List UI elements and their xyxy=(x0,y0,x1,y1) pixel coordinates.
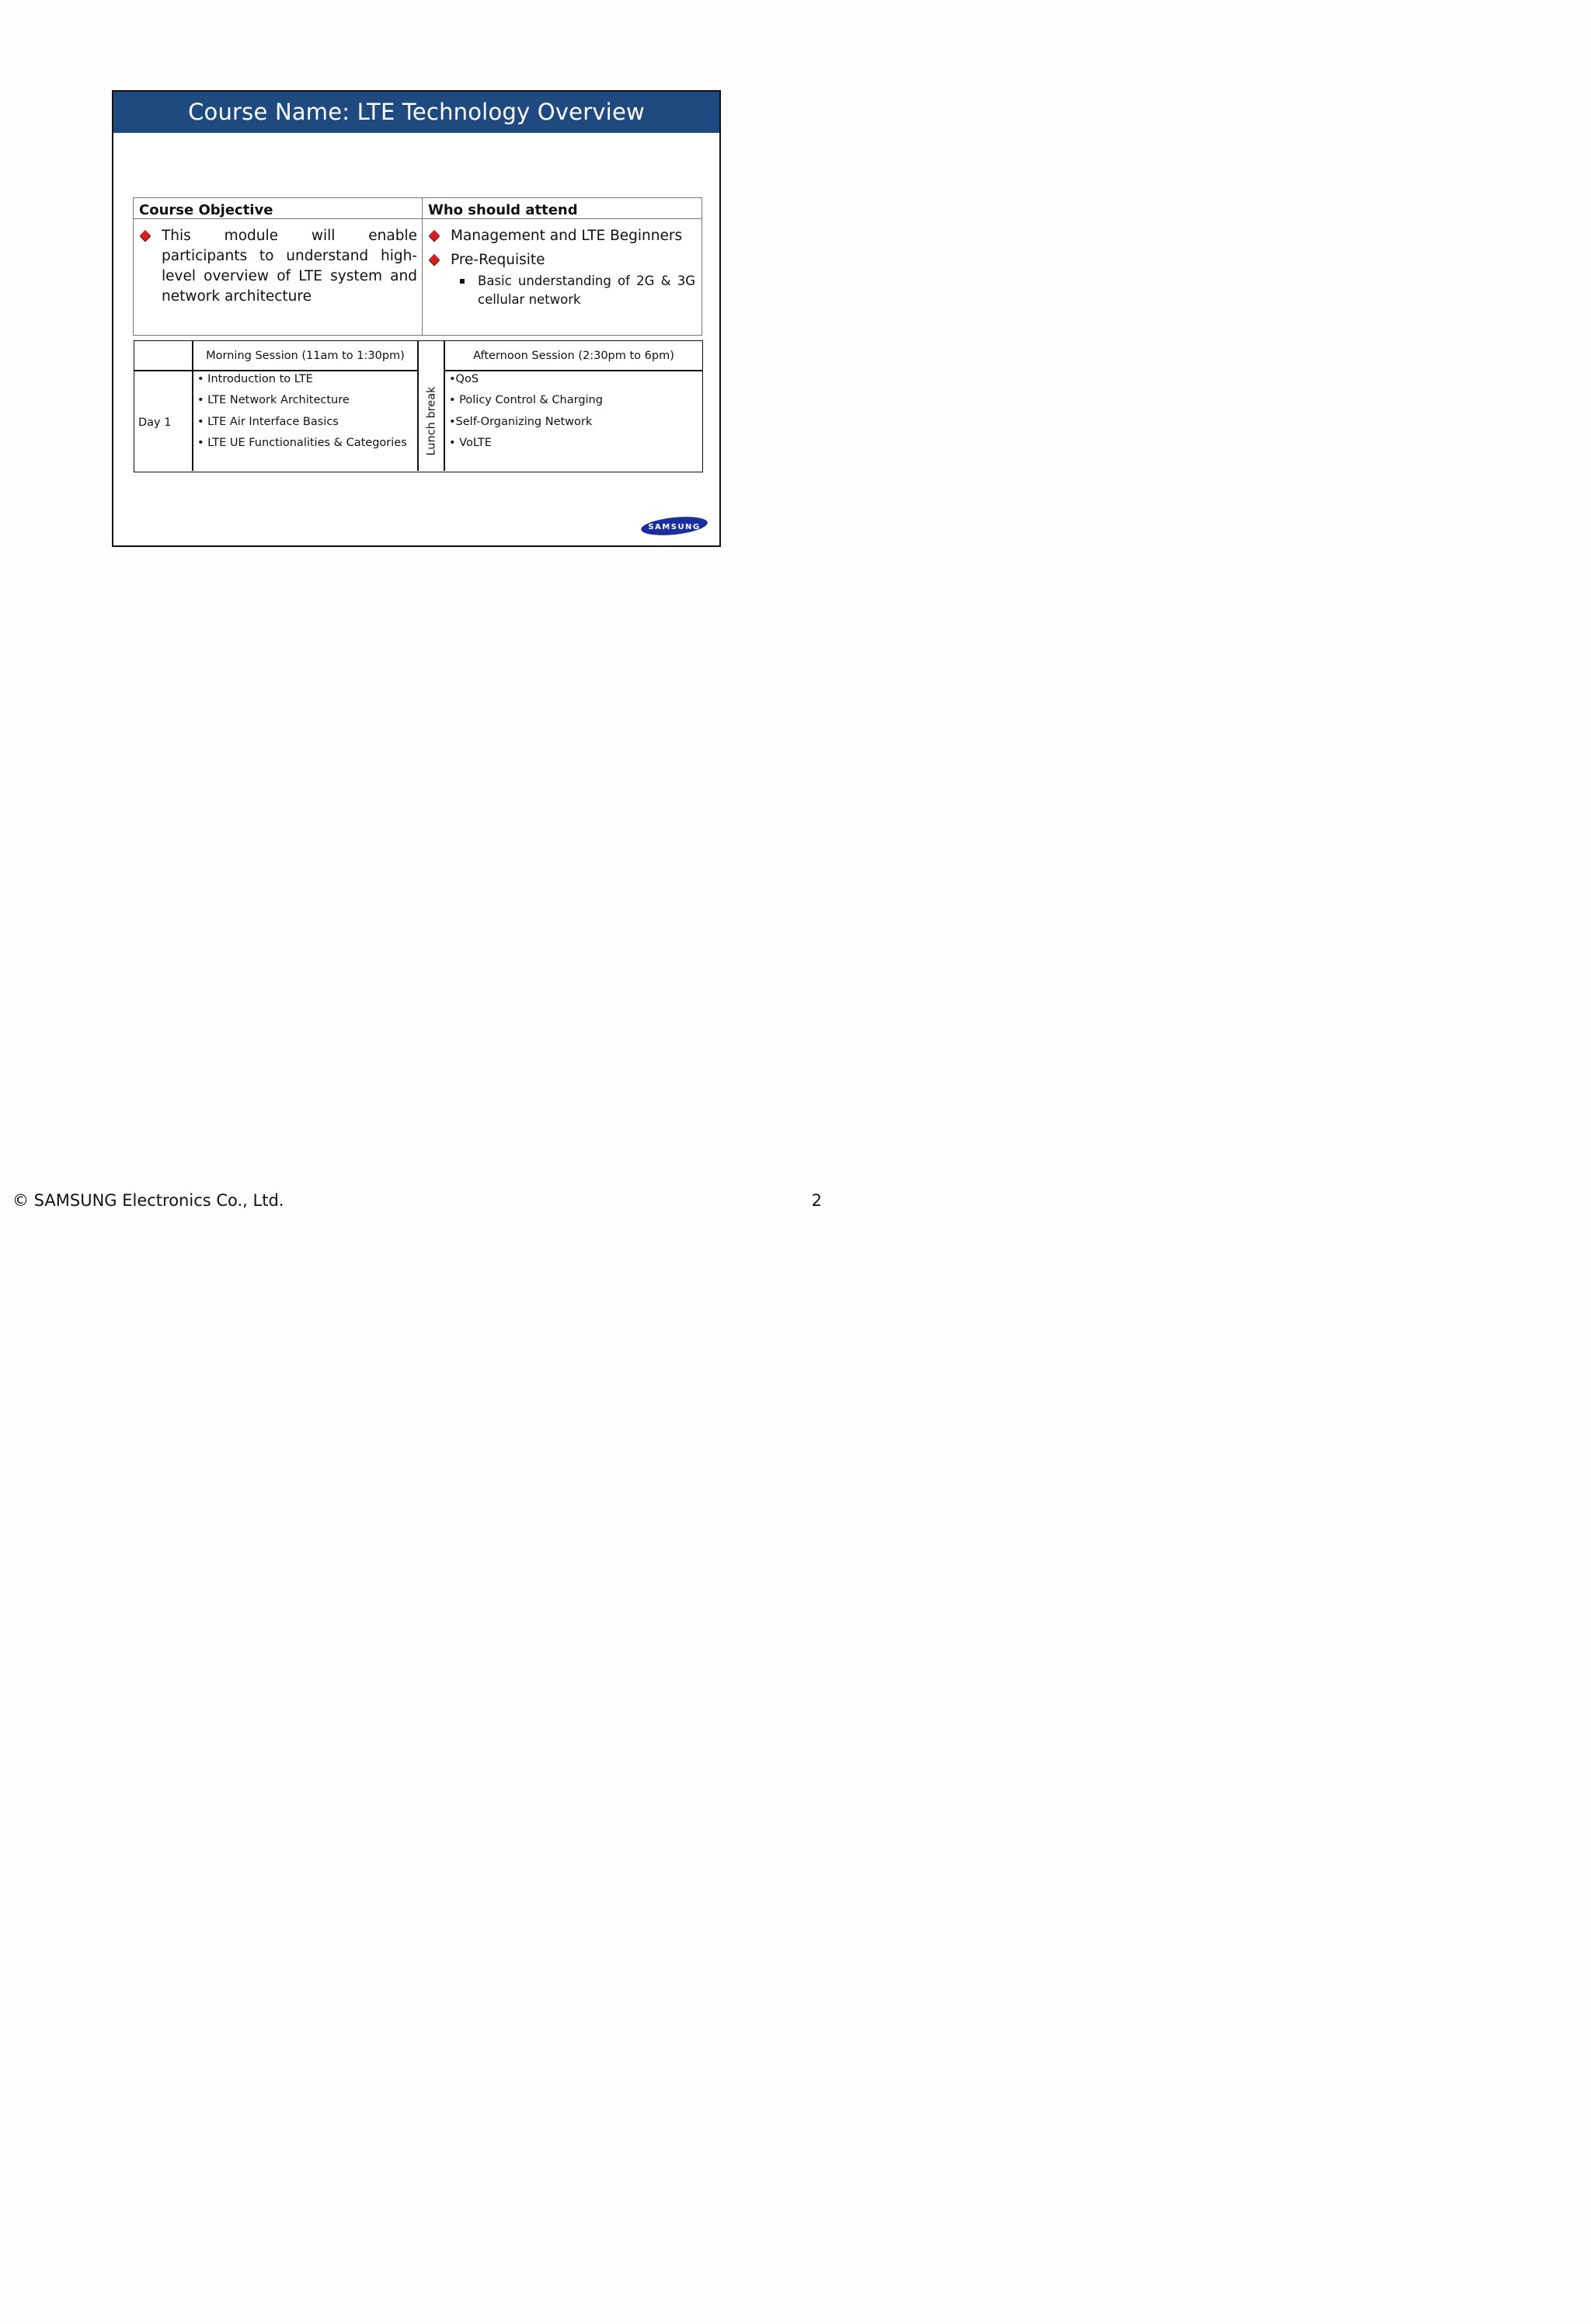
afternoon-topic: •QoS xyxy=(449,373,479,385)
who-should-attend-heading: Who should attend xyxy=(423,198,702,219)
slide xyxy=(112,90,721,547)
afternoon-session-header: Afternoon Session (2:30pm to 6pm) xyxy=(473,350,674,362)
logo-text: SAMSUNG xyxy=(648,523,701,531)
footer-copyright: © SAMSUNG Electronics Co., Ltd. xyxy=(12,1191,284,1210)
page-number: 2 xyxy=(811,1191,822,1210)
course-objective-heading: Course Objective xyxy=(134,198,422,219)
course-objective-column xyxy=(134,198,423,335)
afternoon-topic: • VoLTE xyxy=(449,437,492,449)
red-diamond-bullet-icon xyxy=(429,230,440,241)
morning-topic: • LTE UE Functionalities & Categories xyxy=(197,437,407,449)
afternoon-topic: •Self-Organizing Network xyxy=(449,416,593,428)
attend-item xyxy=(423,226,702,246)
who-should-attend-column xyxy=(423,198,702,335)
morning-session-header: Morning Session (11am to 1:30pm) xyxy=(206,350,405,362)
morning-topic: • LTE Air Interface Basics xyxy=(197,416,339,428)
morning-topic: • Introduction to LTE xyxy=(197,373,313,385)
prerequisite-sub-item xyxy=(423,272,702,309)
red-diamond-bullet-icon xyxy=(140,230,151,241)
objective-bullet xyxy=(134,226,422,307)
attend-item-text: Management and LTE Beginners xyxy=(451,228,683,244)
day-label: Day 1 xyxy=(138,416,172,429)
morning-topic: • LTE Network Architecture xyxy=(197,394,350,406)
prerequisite-text: Basic understanding of 2G & 3G cellular network xyxy=(478,274,695,307)
objective-text: This module will enable participants to understand high-level overview of LTE system and network architecture xyxy=(162,228,417,305)
afternoon-topic: • Policy Control & Charging xyxy=(449,394,603,406)
lunch-break-label: Lunch break xyxy=(426,385,438,456)
slide-title: Course Name: LTE Technology Overview xyxy=(113,92,719,133)
objective-table xyxy=(133,197,702,336)
red-diamond-bullet-icon xyxy=(429,254,440,265)
attend-item xyxy=(423,250,702,270)
square-bullet-icon xyxy=(460,279,465,284)
schedule-table xyxy=(134,340,703,472)
lunch-break-cell xyxy=(419,371,445,471)
row-divider xyxy=(134,370,192,371)
samsung-logo xyxy=(640,516,708,536)
attend-item-text: Pre-Requisite xyxy=(451,252,545,268)
